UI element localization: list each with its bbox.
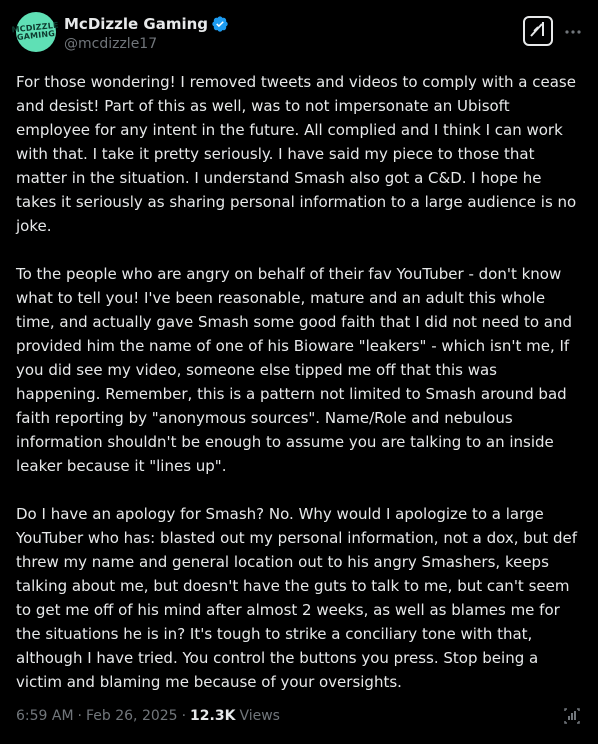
tweet-paragraph: Do I have an apology for Smash? No. Why would I apologize to a large YouTuber who has: blasted out my personal information, not a dox, but def threw my name and general location out to his angry Smashers, keeps talking about me, but doesn't have the guts to talk to me, but can't seem to get me off of his mind after almost 2 weeks, as well as blames me for the situations he is in? It's tough to strike a conciliary tone with that, although I have tried. You control the buttons you press. Stop being a victim and blaming me because of your oversights.	[16, 505, 577, 691]
meta-separator: ·	[77, 708, 82, 724]
author-handle[interactable]: @mcdizzle17	[64, 36, 158, 52]
analytics-button[interactable]	[561, 707, 583, 729]
more-options-button[interactable]	[562, 18, 584, 40]
analytics-icon	[562, 706, 582, 730]
tweet-text	[16, 70, 582, 694]
meta-separator: ·	[181, 708, 187, 724]
avatar-logo-text: MCDIZZLE GAMING	[11, 20, 60, 42]
views-label: Views	[239, 708, 280, 724]
more-options-icon	[564, 20, 582, 39]
tweet-date[interactable]: Feb 26, 2025	[86, 708, 178, 724]
tweet-meta	[16, 708, 280, 724]
author-name-row	[64, 14, 229, 34]
tweet-time[interactable]: 6:59 AM	[16, 708, 74, 724]
avatar[interactable]	[11, 12, 60, 52]
views-count: 12.3K	[190, 708, 236, 724]
verified-badge-icon[interactable]	[211, 15, 229, 33]
grok-button[interactable]	[523, 16, 553, 46]
tweet-paragraph: To the people who are angry on behalf of their fav YouTuber - don't know what to tell you! I've been reasonable, mature and an adult this whole time, and actually gave Smash some good faith that I did not need to and provided him the name of one of his Bioware "leakers" - which isn't me, If you did see my video, someone else tipped me off that this was happening. Remember, this is a pattern not limited to Smash around bad faith reporting by "anonymous sources". Name/Role and nebulous information shouldn't be enough to assume you are talking to an inside leaker because it "lines up".	[16, 265, 573, 475]
author-display-name[interactable]: McDizzle Gaming	[64, 15, 209, 33]
tweet-paragraph: For those wondering! I removed tweets and videos to comply with a cease and desist! Part of this as well, was to not impersonate an Ubisoft employee for any intent in the future. All complied and I think I can work with that. I take it pretty seriously. I have said my piece to those that matter in the situation. I understand Smash also got a C&D. I hope he takes it seriously as sharing personal information to a large audience is no joke.	[16, 73, 577, 235]
grok-icon	[528, 19, 548, 43]
